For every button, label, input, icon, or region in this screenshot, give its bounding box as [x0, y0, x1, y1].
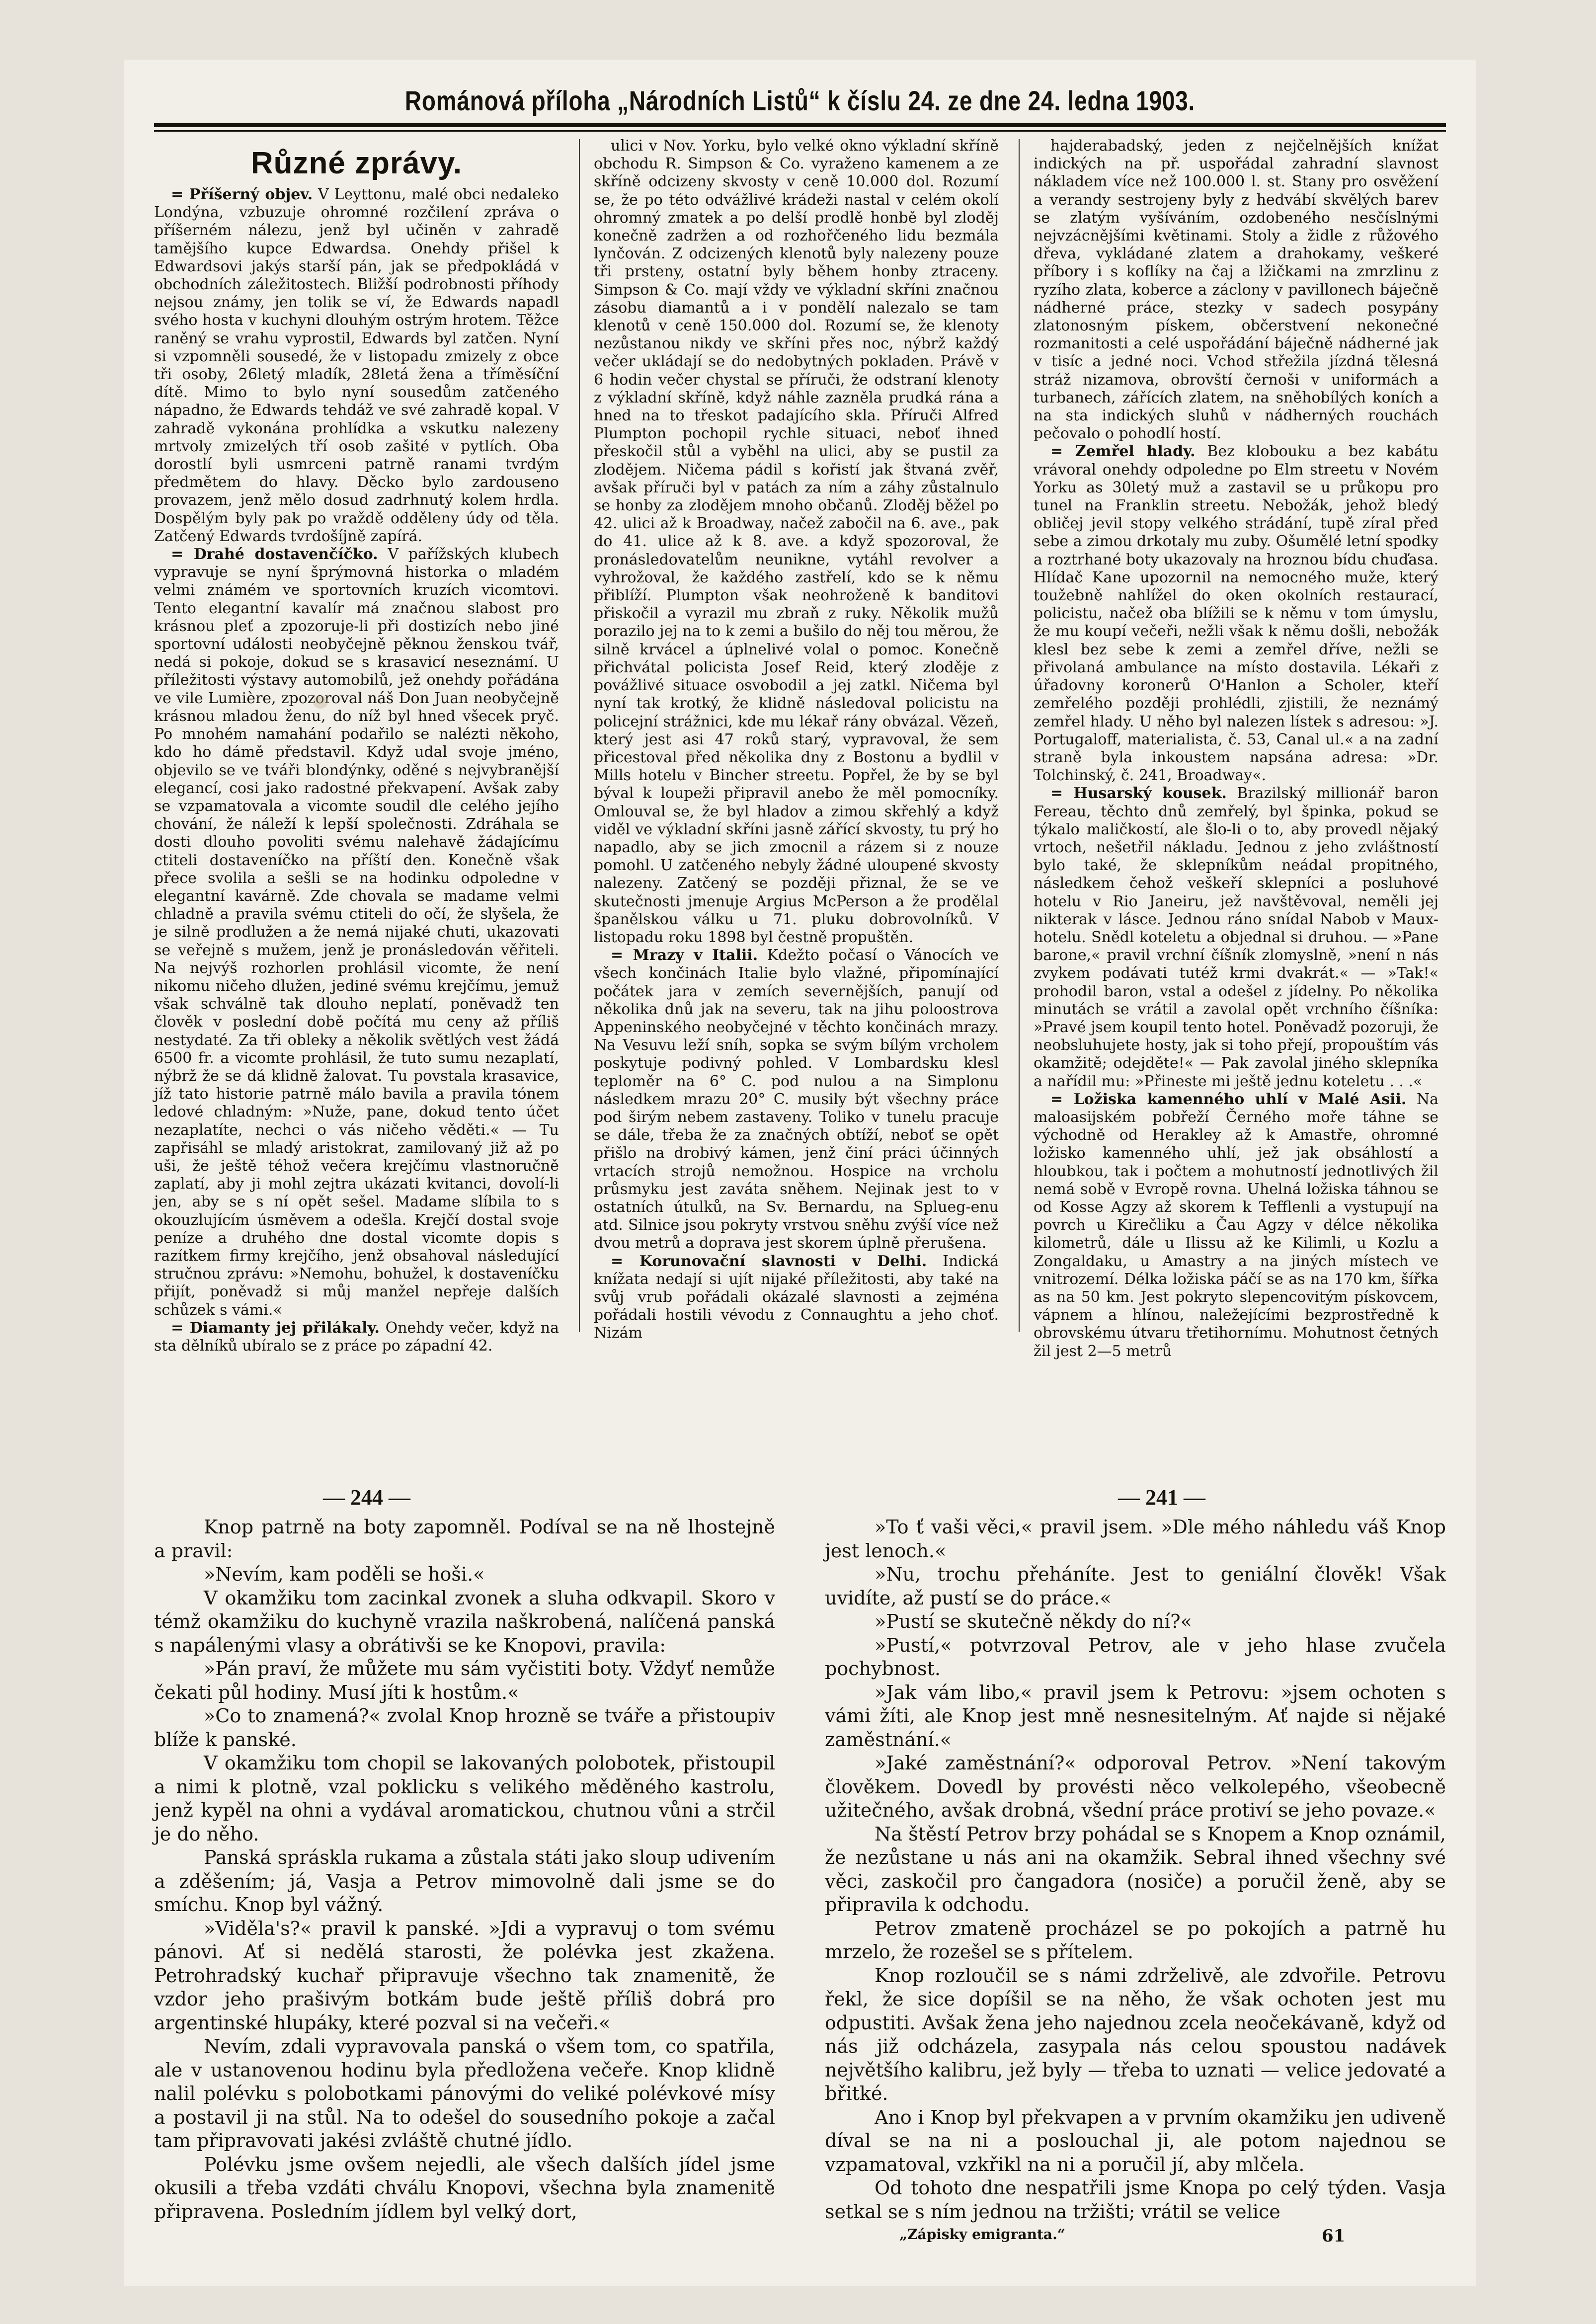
news-item-headline: = Korunovační slavnosti v Delhi.: [611, 1252, 927, 1270]
news-item: [1034, 785, 1438, 1090]
news-column-1: [154, 137, 559, 1355]
news-item: [154, 1319, 559, 1355]
news-item: [154, 546, 559, 1319]
newspaper-page: [124, 60, 1476, 2286]
news-item: [1034, 1091, 1438, 1361]
news-item: [594, 137, 999, 947]
footer-number: 61: [1322, 2226, 1346, 2246]
novel-paragraph: Polévku jsme ovšem nejedli, ale všech dalších jídel jsme okusili a třeba vzdáti chválu Knopovi, všechna byla znamenitě připravena. Posledním jídlem byl velký dort,: [154, 2153, 775, 2223]
novel-paragraph: »Jaké zaměstnání?« odporoval Petrov. »Není takovým člověkem. Dovedl by provésti něco velkolepého, všeobecně užitečného, avšak drobná, všední práce protiví se jeho povaze.«: [825, 1752, 1446, 1821]
masthead-rule-thick: [154, 123, 1446, 127]
novel-paragraph: »Co to znamená?« zvolal Knop hrozně se tváře a přistoupiv blíže k panské.: [154, 1705, 775, 1751]
paper-stain: [686, 750, 696, 759]
news-item-headline: = Zemřel hlady.: [1050, 443, 1196, 461]
news-item-text: Bez klobouku a bez kabátu vrávoral onehdy odpoledne po Elm streetu v Novém Yorku as 30letý muž a zastavil se u průkopu pro tunel na Franklin streetu. Nebožák, jehož bledý obličej jevil stopy velkého strádání, tupě zíral před sebe a zimou drkotaly mu zuby. Ošumělé letní spodky a roztrhané boty ukazovaly na hroznou bídu chuďasa. Hlídač Kane upozornil na nemocného muže, který toužebně nahlížel do oken okolních restaurací, policistu, načež oba blížili se k němu v tom úmyslu, že mu koupí večeři, nežli však k němu došli, nebožák klesl bez sebe k zemi a zemřel dříve, nežli se přivolaná ambulance na místo dostavila. Lékaři z úřadovny koronerů O'Hanlon a Scholer, kteří zemřelého později prohlédli, zjistili, že neznámý zemřel hlady. U něho byl nalezen lístek s adresou: »J. Portugaloff, materialista, č. 53, Canal ul.« a na zadní straně byla inkoustem napsána adresa: »Dr. Tolchinský, č. 241, Broadway«.: [1034, 443, 1438, 785]
news-item: [594, 947, 999, 1252]
news-item-text: Na maloasijském pobřeží Černého moře táhne se východně od Herakley až k Amastře, ohromné ložisko kamenného uhlí, jež jak obsáhlostí a hloubkou, tak i počtem a mohutností jednotlivých žil nemá sobě v Evropě rovna. Uhelná ložiska táhnou se od Kosse Agzy až skorem k Tefflenli a vystupují na povrch u Kirečliku a Čau Agzy v délce několika kilometrů, dále u Ilissu až ke Kilimli, u Kozlu a Zongaldaku, u Amastry a na jiných místech ve vnitrozemí. Délka ložiska páčí se as na 170 km, šířka as na 50 km. Jest pokryto slepencovitým pískovcem, vápnem a hlínou, naležejícími bezprostředně k obrovskému útvaru třetihornímu. Mohutnost četných žil jest 2—5 metrů: [1034, 1090, 1438, 1360]
news-item: [594, 1253, 999, 1343]
column-divider: [579, 139, 580, 1332]
news-column-2: [594, 137, 999, 1342]
news-items: [154, 186, 559, 1355]
novel-column-left: [154, 1516, 775, 2221]
footer-source: „Zápisky emigranta.“: [899, 2226, 1065, 2243]
novel-paragraph: »Pustí se skutečně někdy do ní?«: [875, 1610, 1192, 1632]
novel-paragraph: V okamžiku tom zacinkal zvonek a sluha odkvapil. Skoro v témž okamžiku do kuchyně vrazila naškrobená, nalíčená panská s napálenými vlasy a obrátivši se ke Knopovi, pravila:: [154, 1587, 775, 1656]
news-item-headline: = Příšerný objev.: [171, 186, 313, 203]
page-number-right: — 241 —: [1118, 1485, 1205, 1510]
novel-paragraph: Od tohoto dne nespatřili jsme Knopa po celý týden. Vasja setkal se s ním jednou na tržišti; vrátil se velice: [825, 2177, 1446, 2223]
column-divider: [1019, 139, 1020, 1332]
news-item-text: hajderabadský, jeden z nejčelnějších knížat indických na př. uspořádal zahradní slavnost nákladem více než 100.000 l. st. Stany pro osvěžení a verandy sestrojeny byly z hedvábí skvělých barev se zlatým vyšíváním, ozdobeného nesčíslnými nejvzácnějšími květinami. Stoly a židle z růžového dřeva, vykládané zlatem a drahokamy, veškeré příbory i s koflíky na čaj a lžičkami na zmrzlinu z ryzího zlata, koberce a záclony v pavillonech báječně nádherné práce, stezky v sadech posypány zlatonosným pískem, občerstvení nekonečné rozmanitosti a celé uspořádání báječně nádherné jak v tisíc a jedné noci. Vchod střežila jízdná tělesná stráž nizamova, obrovští černoši v uniformách a turbanech, zářících zlatem, na sněhobílých koních a na sta indických sluhů v nádherných rouchách pečovalo o pohodlí hostí.: [1034, 137, 1438, 443]
news-item: [154, 186, 559, 546]
novel-paragraph: »To ť vaši věci,« pravil jsem. »Dle mého náhledu váš Knop jest lenoch.«: [825, 1516, 1446, 1562]
news-item-text: V pařížských klubech vypravuje se nyní šprýmovná historka o mladém velmi známém ve sportovních kruzích vicomtovi. Tento elegantní kavalír má značnou slabost pro krásnou pleť a zpozoruje-li při dostizích nebo jiné sportovní události neobyčejně pěknou ženskou tvář, nedá si pokoje, dokud se s krasavicí neseznámí. U příležitosti výstavy automobilů, jež onehdy pořádána ve vile Lumière, zpozoroval náš Don Juan neobyčejně krásnou mladou ženu, do níž byl hned všecek pryč. Po mnohém namahání podařilo se nalézti někoho, kdo ho dámě představil. Když udal svoje jméno, objevilo se ve tváři blondýnky, oděné s nejvybranější elegancí, cosi jako radostné překvapení. Avšak zaby se vzpamatovala a vicomte soudil dle celého jejího chování, že náleží k lepší společnosti. Zdráhala se dosti dlouho povoliti svému nalehavě žádajícímu ctiteli dostaveníčko na příští den. Konečně však přece svolila a sešli se na hodinku odpoledne v elegantní kavárně. Zde chovala se madame velmi chladně a pravila svému ctiteli do očí, že slyšela, že je silně prodlužen a že nemá nijaké chuti, ukazovati se veřejně s mužem, jenž je pronásledován věřiteli. Na nejvýš rozhorlen prohlásil vicomte, že není nikomu ničeho dlužen, jediné svému krejčímu, jemuž však schválně tak dlouho neplatí, poněvadž ten člověk v poslední době počítá mu ceny až příliš nestydaté. Za tři obleky a několik světlých vest žádá 6500 fr. a vicomte prohlásil, že tuto sumu nezaplatí, nýbrž že se dá klidně žalovat. Tu povstala krasavice, jíž tato historie patrně málo bavila a pravila tónem ledové chladným: »Nuže, pane, dokud tento účet nezaplatíte, nechci o vás ničeho věděti.« — Tu zapřisáhl se mladý aristokrat, zamilovaný již až po uši, že ještě téhož večera krejčímu vlastnoručně zaplatí, aby ji mohl zejtra ukázati kvitanci, dovolí-li jen, aby se s ní opět sešel. Madame slíbila to s okouzlujícím úsměvem a odešla. Krejčí dostal svoje peníze a druhého dne dostal vicomte dopis s razítkem firmy krejčího, jenž obsahoval následující stručnou zprávu: »Nemohu, bohužel, k dostaveníčku přijít, poněvadž si můj manžel nepřeje dalších schůzek s vámi.«: [154, 546, 559, 1319]
novel-paragraph: Panská spráskla rukama a zůstala státi jako sloup udivením a zděšením; já, Vasja a Petrov mimovolně dali jsme se do smíchu. Knop byl vážný.: [154, 1846, 775, 1916]
news-item: [1034, 137, 1438, 443]
novel-column-right: [825, 1516, 1446, 2221]
novel-paragraph: »Nu, trochu přeháníte. Jest to geniální člověk! Však uvidíte, až pustí se do práce.«: [825, 1563, 1446, 1609]
novel-paragraph: »Pán praví, že můžete mu sám vyčistiti boty. Vždyť nemůže čekati půl hodiny. Musí jíti k hostům.«: [154, 1658, 775, 1703]
news-item-text: Onehdy večer, když na sta dělníků ubíralo se z práce po západní 42.: [154, 1319, 559, 1355]
news-item-headline: = Mrazy v Italii.: [611, 947, 758, 964]
news-item-text: Indická knížata nedají si ujít nijaké příležitosti, aby také na svůj vrub pořádali okázalé slavnosti a zejména pořádali hostili vévodu z Connaughtu a jeho choť. Nizám: [594, 1252, 999, 1342]
news-item-text: Kdežto počasí o Vánocích ve všech končinách Italie bylo vlažné, připomínající počátek jara v zemích severnějších, panují od několika dnů jak na severu, tak na jihu poloostrova Appeninského neobyčejné v těchto končinách mrazy. Na Vesuvu leží sníh, sopka se svým bílým vrcholem poskytuje podivný pohled. V Lombardsku klesl teploměr na 6° C. pod nulou a na Simplonu následkem mrazu 20° C. musily být všechny práce pod širým nebem zastaveny. Toliko v tunelu pracuje se dále, třeba že za značných obtíží, neboť se opět přišlo na drobivý kámen, jenž činí práci účinných vrtacích strojů nemožnou. Hospice na vrcholu průsmyku jest zaváta sněhem. Nejinak jest to v ostatních útulků, na Sv. Bernardu, na Splueg-enu atd. Silnice jsou pokryty vrstvou sněhu zvýší více než dvou metrů a doprava jest skorem úplně přerušena.: [594, 947, 999, 1252]
masthead-title: Románová příloha „Národních Listů“ k číslu 24. ze dne 24. ledna 1903.: [404, 85, 1196, 116]
news-item-headline: = Drahé dostavenčíčko.: [171, 546, 378, 563]
paper-stain: [313, 696, 328, 709]
novel-paragraph: »Viděla's?« pravil k panské. »Jdi a vypravuj o tom svému pánovi. Ať si nedělá starosti, že polévka jest zkažena. Petrohradský kuchař připravuje všechno tak znamenitě, že vzdor jeho prašivým botkám bude ještě příliš dobrá pro argentinské hlupáky, které pozval si na večeři.«: [154, 1917, 775, 2034]
novel-paragraph: Knop patrně na boty zapomněl. Podíval se na ně lhostejně a pravil:: [154, 1516, 775, 1562]
news-item-text: V Leyttonu, malé obci nedaleko Londýna, vzbuzuje ohromné rozčilení zpráva o příšerném nálezu, jenž byl učiněn v zahradě tamějšího kupce Edwardsa. Onehdy přišel k Edwardsovi jakýs starší pán, jak se předpokládá v obchodních záležitostech. Bližší podrobnosti příhody nejsou známy, jen tolik se ví, že Edwards napadl svého hosta v kuchyni dlouhým ostrým hrotem. Těžce raněný se vrahu vyprostil, Edwards byl zatčen. Nyní si vzpomněli sousedé, že v listopadu zmizely z obce tři osoby, 26letý mladík, 28letá žena a tříměsíční dítě. Mimo to bylo nyní sousedům zatčeného nápadno, že Edwards tehdáž ve své zahradě kopal. V zahradě vykonána prohlídka a vskutku nalezeny mrtvoly zmizelých tří osob zašité v pytlích. Oba dorostlí byli usmrceni patrně ranami tvrdým předmětem do hlavy. Děcko bylo zardouseno provazem, jenž mělo dosud zadrhnutý kolem hrdla. Dospělým byly pak po vraždě odděleny údy od těla. Zatčený Edwards tvrdošíjně zapírá.: [154, 186, 559, 545]
news-item-headline: = Husarský kousek.: [1050, 785, 1227, 802]
news-item-headline: = Diamanty jej přilákaly.: [171, 1319, 380, 1337]
novel-paragraph: »Pustí,« potvrzoval Petrov, ale v jeho hlase zvučela pochybnost.: [825, 1634, 1446, 1680]
novel-paragraph: Petrov zmateně procházel se po pokojích a patrně hu mrzelo, že rozešel se s přítelem.: [825, 1917, 1446, 1963]
news-item: [1034, 443, 1438, 785]
section-title: Různé zprávy.: [250, 146, 463, 180]
novel-paragraph: Na štěstí Petrov brzy pohádal se s Knopem a Knop oznámil, že nezůstane u nás ani na okamžik. Sebral ihned všechny své věci, zaskočil pro čangadora (nosiče) a poručil ženě, aby se připravila k odchodu.: [825, 1823, 1446, 1916]
news-item-text: ulici v Nov. Yorku, bylo velké okno výkladní skříně obchodu R. Simpson & Co. vyraženo kamenem a ze skříně odcizeny skvosty v ceně 10.000 dol. Rozumí se, že po této odvážlivé krádeži nastal v celém okolí ohromný zmatek a po delší prodlě honbě byl zloděj konečně zadržen a od rozhořčeného lidu bezmála lynčován. Z odcizených klenotů byly nalezeny pouze tři prsteny, ostatní byly během honby ztraceny. Simpson & Co. mají vždy ve výkladní skříni značnou zásobu diamantů a i v pondělí nalezalo se tam klenotů v ceně 150.000 dol. Rozumí se, že klenoty nezůstanou nikdy ve skříni přes noc, nýbrž každý večer ukládají se do nedobytných pokladen. Právě v 6 hodin večer chystal se příruči, že odstraní klenoty z výkladní skříně, když náhle zazněla prudká rána a hned na to třeskot padajícího skla. Příruči Alfred Plumpton pochopil rychle situaci, neboť ihned přeskočil stůl a vyběhl na ulici, aby se pustil za zlodějem. Ničema pádil s kořistí jak štvaná zvěř, avšak příruči byl v patách za ním a záhy zůstalnulo se honby za zlodějem mnoho občanů. Zloděj běžel po 42. ulici až k Broadway, načež zabočil na 6. ave., pak do 41. ulice až k 8. ave. a když spozoroval, že pronásledovatelům neunikne, vytáhl revolver a vyhrožoval, že každého zastřelí, kdo se k němu přiblíží. Plumpton však neohroženě k banditovi přiskočil a vyrazil mu zbraň z ruky. Několik mužů porazilo jej na to k zemi a bušilo do něj tou měrou, že silně krvácel a úplnelivé volal o pomoc. Konečně přichvátal policista Josef Reid, který zloděje z povážlivé situace osvobodil a jej zatkl. Ničema byl nyní tak krotký, že klidně následoval policistu na policejní strážnici, kde mu lékař rány obvázal. Vězeň, který jest asi 47 roků starý, vypravoval, že sem přicestoval před několika dny z Bostonu a bydlil v Mills hotelu v Bincher streetu. Popřel, že by se byl býval k loupeži připravil anebo že měl pomocníky. Omlouval se, že byl hladov a zimou skřehlý a když viděl ve výkladní skříni jasně zářící skvosty, tu prý ho napadlo, aby se jich zmocnil a rázem si z nouze pomohl. U zatčeného nebyly žádné uloupené skvosty nalezeny. Zatčený se později přiznal, že se ve skutečnosti jmenuje Argius McPerson a že prodělal španělskou válku u 71. pluku dobrovolníků. V listopadu roku 1898 byl čestně propuštěn.: [594, 137, 999, 946]
news-column-3: [1034, 137, 1438, 1360]
masthead-rule-thin: [154, 130, 1446, 132]
novel-paragraph: V okamžiku tom chopil se lakovaných polobotek, přistoupil a nimi k plotně, vzal poklicku s velikého měděného kastrolu, jenž kypěl na ohni a vydával aromatickou, chutnou vůni a strčil je do něho.: [154, 1752, 775, 1845]
news-item-text: Brazilský millionář baron Fereau, těchto dnů zemřelý, byl špinka, pokud se týkalo maličkostí, ale šlo-li o to, aby provedl nějaký vrtoch, nešetřil nákladu. Jednou z jeho zvláštností bylo také, že sklepníkům neádal propitného, následkem čehož veškeří sklepníci a posluhové hotelu v Rio Janeiru, jež navštěvoval, neměli jej nikterak v lásce. Jednou ráno snídal Nabob v Maux-hotelu. Snědl koteletu a objednal si druhou. — »Pane barone,« pravil vrchní číšník zlomyslně, »není n nás zvykem podávati tutéž krmi dvakrát.« — »Tak!« prohodil baron, vstal a odešel z jídelny. Po několika minutách se vrátil a zavolal opět vrchního číšníka: »Pravé jsem koupil tento hotel. Poněvadž pozoruji, že neobsluhujete hosty, jak si toho přejí, propouštím vás okamžitě; odejděte!« — Pak zavolal jiného sklepníka a nařídil mu: »Přineste mi ještě jednu koteletu . . .«: [1034, 785, 1438, 1090]
novel-paragraph: Nevím, zdali vypravovala panská o všem tom, co spatřila, ale v ustanovenou hodinu byla předložena večeře. Knop klidně nalil polévku s polobotkami pánovými do veliké polévkové mísy a postavil ji na stůl. Na to odešel do sousedního pokoje a začal tam připravovati jakési zvláště chutné jídlo.: [154, 2035, 775, 2152]
page-number-left: — 244 —: [323, 1485, 410, 1510]
novel-paragraph: Knop rozloučil se s námi zdrželivě, ale zdvořile. Petrovu řekl, že sice dopíšil se na něho, že však ochoten jest mu odpustiti. Avšak žena jeho najednou zcela neočekávaně, když od nás již odcházela, zasypala nás celou spoustou nadávek největšího kalibru, jež byly — třeba to uznati — velice jedovaté a břitké.: [825, 1964, 1446, 2104]
news-item-headline: = Ložiska kamenného uhlí v Malé Asii.: [1050, 1090, 1407, 1108]
news-items: [594, 137, 999, 1343]
novel-paragraph: Ano i Knop byl překvapen a v prvním okamžiku jen udiveně díval se na ni a poslouchal ji, ale potom najednou se vzpamatoval, vzkřikl na ni a poručil jí, aby mlčela.: [825, 2106, 1446, 2175]
news-items: [1034, 137, 1438, 1361]
novel-paragraph: »Nevím, kam poděli se hoši.«: [204, 1563, 485, 1585]
novel-paragraph: »Jak vám libo,« pravil jsem k Petrovu: »jsem ochoten s vámi žíti, ale Knop jest mně nesnesitelným. Ať najde si nějaké zaměstnání.«: [825, 1681, 1446, 1751]
